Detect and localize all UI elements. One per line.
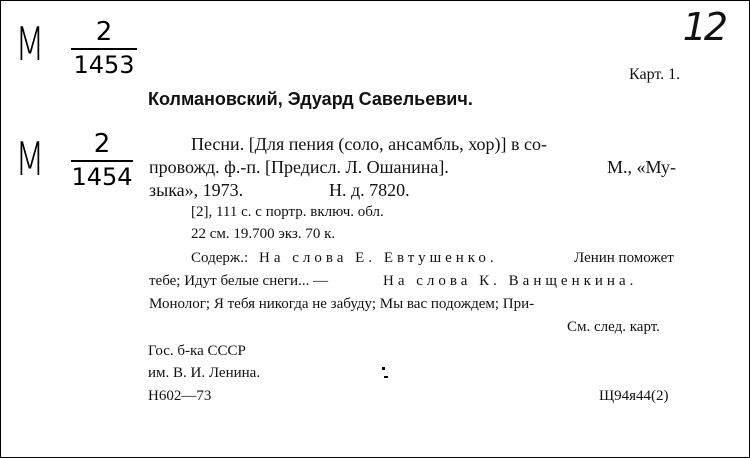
shelf-mark-denominator-1: 1453 [73,51,135,79]
code-left: Н602—73 [148,388,212,404]
contents-line-1a: На слова Е. Евтушенко. [259,250,498,266]
title-line-3: зыка», 1973. [149,180,244,200]
card-label: Карт. 1. [629,66,681,83]
code-right: Щ94я44(2) [599,388,669,404]
title-line-2: провожд. ф.-п. [Предисл. Л. Ошанина]. [149,157,449,177]
contents-line-3: Монолог; Я тебя никогда не забуду; Мы вас подождем; При- [149,296,535,312]
ink-mark [382,367,385,370]
fraction-bar-2 [71,160,133,162]
contents-line-1b: Ленин поможет [574,250,674,266]
corner-number: 12 [682,5,725,49]
contents-line-4: См. след. карт. [567,319,660,335]
shelf-mark-numerator-2: 2 [93,129,111,159]
contents-line-2b: На слова К. Ванщенкина. [383,273,638,289]
title-price: Н. д. 7820. [329,180,410,200]
shelf-mark-numerator-1: 2 [95,17,113,47]
physical-line-1: [2], 111 с. с портр. включ. обл. [191,204,384,220]
contents-label: Содерж.: [191,250,249,266]
title-line-1: Песни. [Для пения (соло, ансамбль, хор)] в со- [191,134,548,154]
author-heading: Колмановский, Эдуард Савельевич. [148,89,473,109]
contents-line-2a: тебе; Идут белые снеги... — [149,273,329,289]
fraction-bar-1 [71,48,137,50]
title-place: М., «Му- [607,157,677,177]
library-line-1: Гос. б-ка СССР [148,343,246,359]
library-line-2: им. В. И. Ленина. [148,365,261,381]
ink-mark [384,376,388,378]
shelf-mark-letter-1: M [15,17,45,71]
shelf-mark-letter-2: M [15,132,45,186]
physical-line-2: 22 см. 19.700 экз. 70 к. [191,226,336,242]
shelf-mark-denominator-2: 1454 [71,163,133,191]
shelf-mark-fraction-1 [71,19,137,77]
shelf-mark-fraction-2 [71,131,133,189]
